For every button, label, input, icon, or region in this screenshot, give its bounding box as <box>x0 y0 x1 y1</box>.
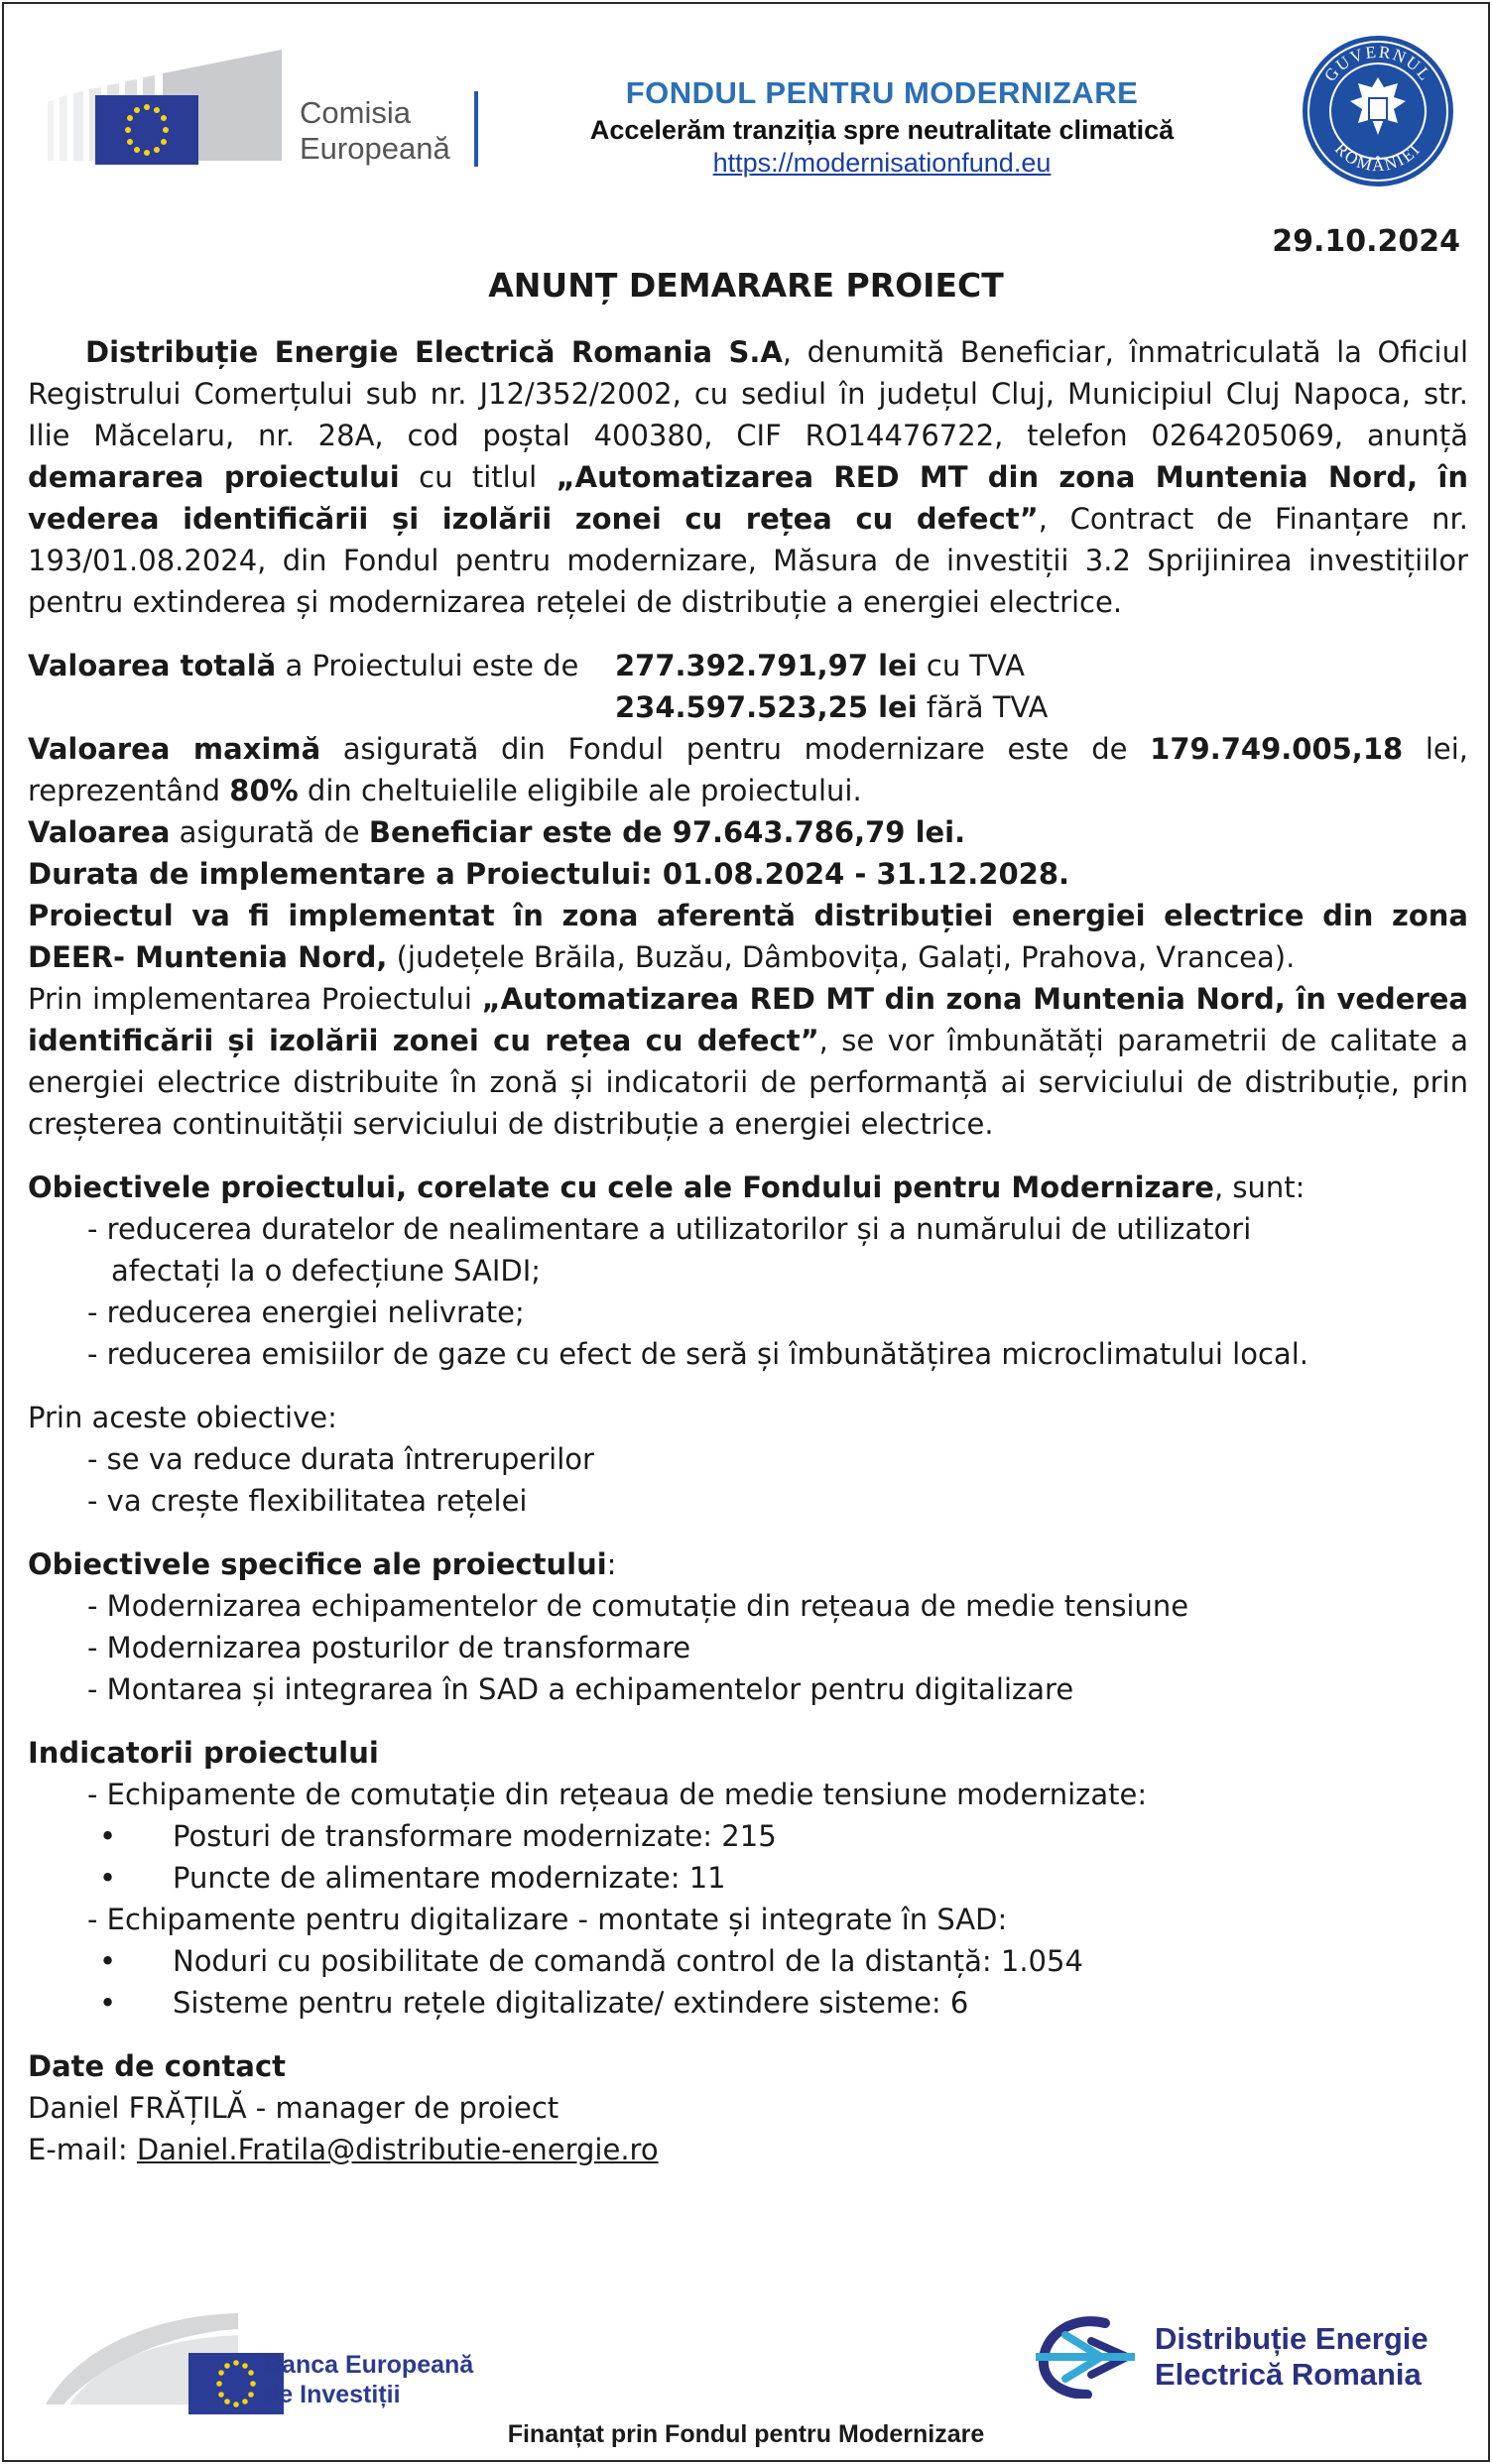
indicators-heading: Indicatorii proiectului <box>28 1736 379 1770</box>
max-value-paragraph <box>28 728 1468 811</box>
deer-name-line1: Distribuție Energie <box>1155 2321 1429 2356</box>
european-commission-name <box>300 95 450 167</box>
vat-suffix: cu TVA <box>917 649 1025 682</box>
total-value-amount-no-vat: 234.597.523,25 lei <box>615 690 918 724</box>
government-seal-icon <box>1299 32 1457 190</box>
specific-item: - Modernizarea posturilor de transformare <box>87 1631 691 1664</box>
indicator-bullet-item <box>28 1857 1468 1899</box>
demarare-text: demararea proiectului <box>28 460 400 494</box>
ec-name-line2: Europeană <box>300 131 450 166</box>
impact-project-title: „Automatizarea RED MT din zona Muntenia Nord, în vederea identificării și izolării zonei cu rețea cu defect” <box>28 982 1468 1057</box>
bullet-icon: • <box>99 1861 117 1895</box>
eligible-text: din cheltuielile eligibile ale proiectului. <box>298 774 862 807</box>
project-title: „Automatizarea RED MT din zona Muntenia Nord, în vederea identificării și izolării zonei cu rețea cu defect” <box>28 460 1468 536</box>
objectives-heading-after: , sunt: <box>1213 1170 1306 1204</box>
indicator-bullet-item <box>28 1940 1468 1982</box>
indicator-text: Puncte de alimentare modernizate: 11 <box>173 1861 726 1895</box>
objectives-heading-row <box>28 1167 1468 1208</box>
deer-name <box>1155 2321 1429 2393</box>
objective-item: - reducerea emisiilor de gaze cu efect de seră și îmbunătățirea microclimatului local. <box>87 1337 1308 1371</box>
eib-name <box>264 2350 473 2409</box>
specific-item: - Modernizarea echipamentelor de comutație din rețeaua de medie tensiune <box>87 1589 1189 1623</box>
deer-logo-icon <box>1036 2315 1139 2399</box>
specific-colon: : <box>606 1547 617 1581</box>
announcement-date: 29.10.2024 <box>1272 224 1460 259</box>
deer-name-line2: Electrică Romania <box>1155 2357 1422 2392</box>
announcement-page <box>2 2 1490 2462</box>
financed-by-note: Finanțat prin Fondul pentru Modernizare <box>507 2420 985 2448</box>
total-value-label-row <box>28 645 615 686</box>
eib-name-line1: Banca Europeană <box>264 2351 474 2379</box>
indicators-heading-row <box>28 1732 1468 1774</box>
beneficiary-value-amount: este de 97.643.786,79 lei. <box>532 815 966 849</box>
fund-subtitle: Accelerăm tranziția spre neutralitate climatică <box>589 115 1175 145</box>
bullet-icon: • <box>99 1819 117 1853</box>
max-value-text: asigurată din Fondul pentru modernizare este de <box>320 732 1151 766</box>
impact-text-1: Prin implementarea Proiectului <box>28 982 482 1016</box>
beneficiary-name: Distribuție Energie Electrică Romania S.A <box>85 335 783 369</box>
total-value-with-vat <box>615 645 1468 686</box>
indicator-text: Noduri cu posibilitate de comandă control de la distanță: 1.054 <box>173 1944 1083 1978</box>
specific-objectives-heading: Obiectivele specifice ale proiectului <box>28 1547 607 1581</box>
indicator-bullet-item <box>28 1982 1468 2024</box>
fund-title: FONDUL PENTRU MODERNIZARE <box>625 75 1139 110</box>
impact-paragraph <box>28 978 1468 1145</box>
objective-item: - reducerea energiei nelivrate; <box>87 1295 525 1329</box>
intro-text-1: , denumită Beneficiar, înmatriculată la Oficiul Registrului Comerțului sub nr. J12/352/2002, cu sediul în județul Cluj, Municipiul Cluj Napoca, str. Ilie Măcelaru, nr. 28A, cod poștal 400380, CIF RO14476722, telefon 0264205069, anunță <box>28 335 1469 452</box>
contact-heading-row <box>28 2045 1468 2087</box>
through-objectives-intro: Prin aceste obiective: <box>28 1401 337 1434</box>
intro-paragraph <box>28 331 1468 623</box>
total-value-amount: 277.392.791,97 lei <box>615 649 918 682</box>
bullet-icon: • <box>99 1944 117 1978</box>
implementation-duration: Durata de implementare a Proiectului: 01.08.2024 - 31.12.2028. <box>28 857 1070 891</box>
eligible-percent: 80% <box>229 774 299 807</box>
contact-person: Daniel FRĂȚILĂ - manager de proiect <box>28 2091 560 2125</box>
announcement-body <box>28 331 1468 2170</box>
eib-name-line2: de Investiții <box>264 2381 401 2408</box>
fund-url-link[interactable]: https://modernisationfund.eu <box>712 148 1052 178</box>
indicator-group: - Echipamente pentru digitalizare - montate și integrate în SAD: <box>87 1903 1008 1936</box>
email-link[interactable]: Daniel.Fratila@distributie-energie.ro <box>136 2133 659 2166</box>
ec-name-line1: Comisia <box>300 95 411 130</box>
header <box>4 4 1488 202</box>
indicator-text: Posturi de transformare modernizate: 215 <box>173 1819 777 1853</box>
total-value-label: Valoarea totală <box>28 649 277 682</box>
email-label: E-mail: <box>28 2133 128 2166</box>
beneficiary-value-text: asigurată de <box>170 815 369 849</box>
objective-item-continuation: afectați la o defecțiune SAIDI; <box>111 1254 542 1288</box>
max-value-label: Valoarea maximă <box>28 732 321 766</box>
total-value-text: a Proiectului este de <box>276 649 579 682</box>
no-vat-suffix: fără TVA <box>917 690 1049 724</box>
specific-item: - Montarea și integrarea în SAD a echipamentelor pentru digitalizare <box>87 1672 1074 1706</box>
beneficiary-value-label: Valoarea <box>28 815 171 849</box>
total-value-block <box>28 645 1468 728</box>
indicator-bullet-item <box>28 1815 1468 1857</box>
seal-bottom-text: ROMÂNIEI <box>1330 139 1426 176</box>
objective-item: - reducerea duratelor de nealimentare a utilizatorilor și a numărului de utilizatori <box>87 1212 1252 1246</box>
beneficiary-value-paragraph <box>28 811 1468 853</box>
indicator-text: Sisteme pentru rețele digitalizate/ extindere sisteme: 6 <box>173 1986 969 2020</box>
intro-text-2: cu titlul <box>399 460 557 494</box>
fund-banner <box>500 75 1264 179</box>
bullet-icon: • <box>99 1986 117 2020</box>
through-item: - se va reduce durata întreruperilor <box>87 1442 594 1476</box>
zone-paragraph <box>28 895 1468 978</box>
seal-top-text: GUVERNUL <box>1320 42 1435 85</box>
intro-text-3: , Contract de Finanțare nr. 193/01.08.2024, din Fondul pentru modernizare, Măsura de investiții 3.2 Sprijinirea investițiilor pentru extinderea și modernizarea rețelei de distribuție a energiei electrice. <box>28 502 1468 619</box>
contact-heading: Date de contact <box>28 2049 287 2083</box>
through-item: - va crește flexibilitatea rețelei <box>87 1484 528 1518</box>
impact-text-2: , se vor îmbunătăți parametrii de calitate a energiei electrice distribuite în zonă și indicatorii de performanță ai serviciului de distribuție, prin creșterea continuității serviciului de distribuție a energiei electrice. <box>28 1024 1468 1141</box>
max-value-amount: 179.749.005,18 <box>1150 732 1404 766</box>
indicator-group: - Echipamente de comutație din rețeaua de medie tensiune modernizate: <box>87 1778 1148 1811</box>
implementation-zone: Proiectul va fi implementat în zona aferentă distribuției energiei electrice din zona DEER- Muntenia Nord, <box>28 899 1468 974</box>
beneficiary-word: Beneficiar <box>368 815 533 849</box>
objectives-heading: Obiectivele proiectului, corelate cu cele ale Fondului pentru Modernizare <box>28 1170 1214 1204</box>
contact-email-row <box>28 2129 1468 2170</box>
page-title: ANUNȚ DEMARARE PROIECT <box>488 266 1004 305</box>
implementation-counties: (județele Brăila, Buzău, Dâmbovița, Galați, Prahova, Vrancea). <box>387 940 1296 974</box>
header-divider <box>474 91 478 167</box>
max-value-after: lei, reprezentând <box>28 732 1468 807</box>
duration-paragraph <box>28 853 1468 895</box>
total-value-without-vat <box>615 686 1468 728</box>
specific-objectives-heading-row <box>28 1543 1468 1585</box>
